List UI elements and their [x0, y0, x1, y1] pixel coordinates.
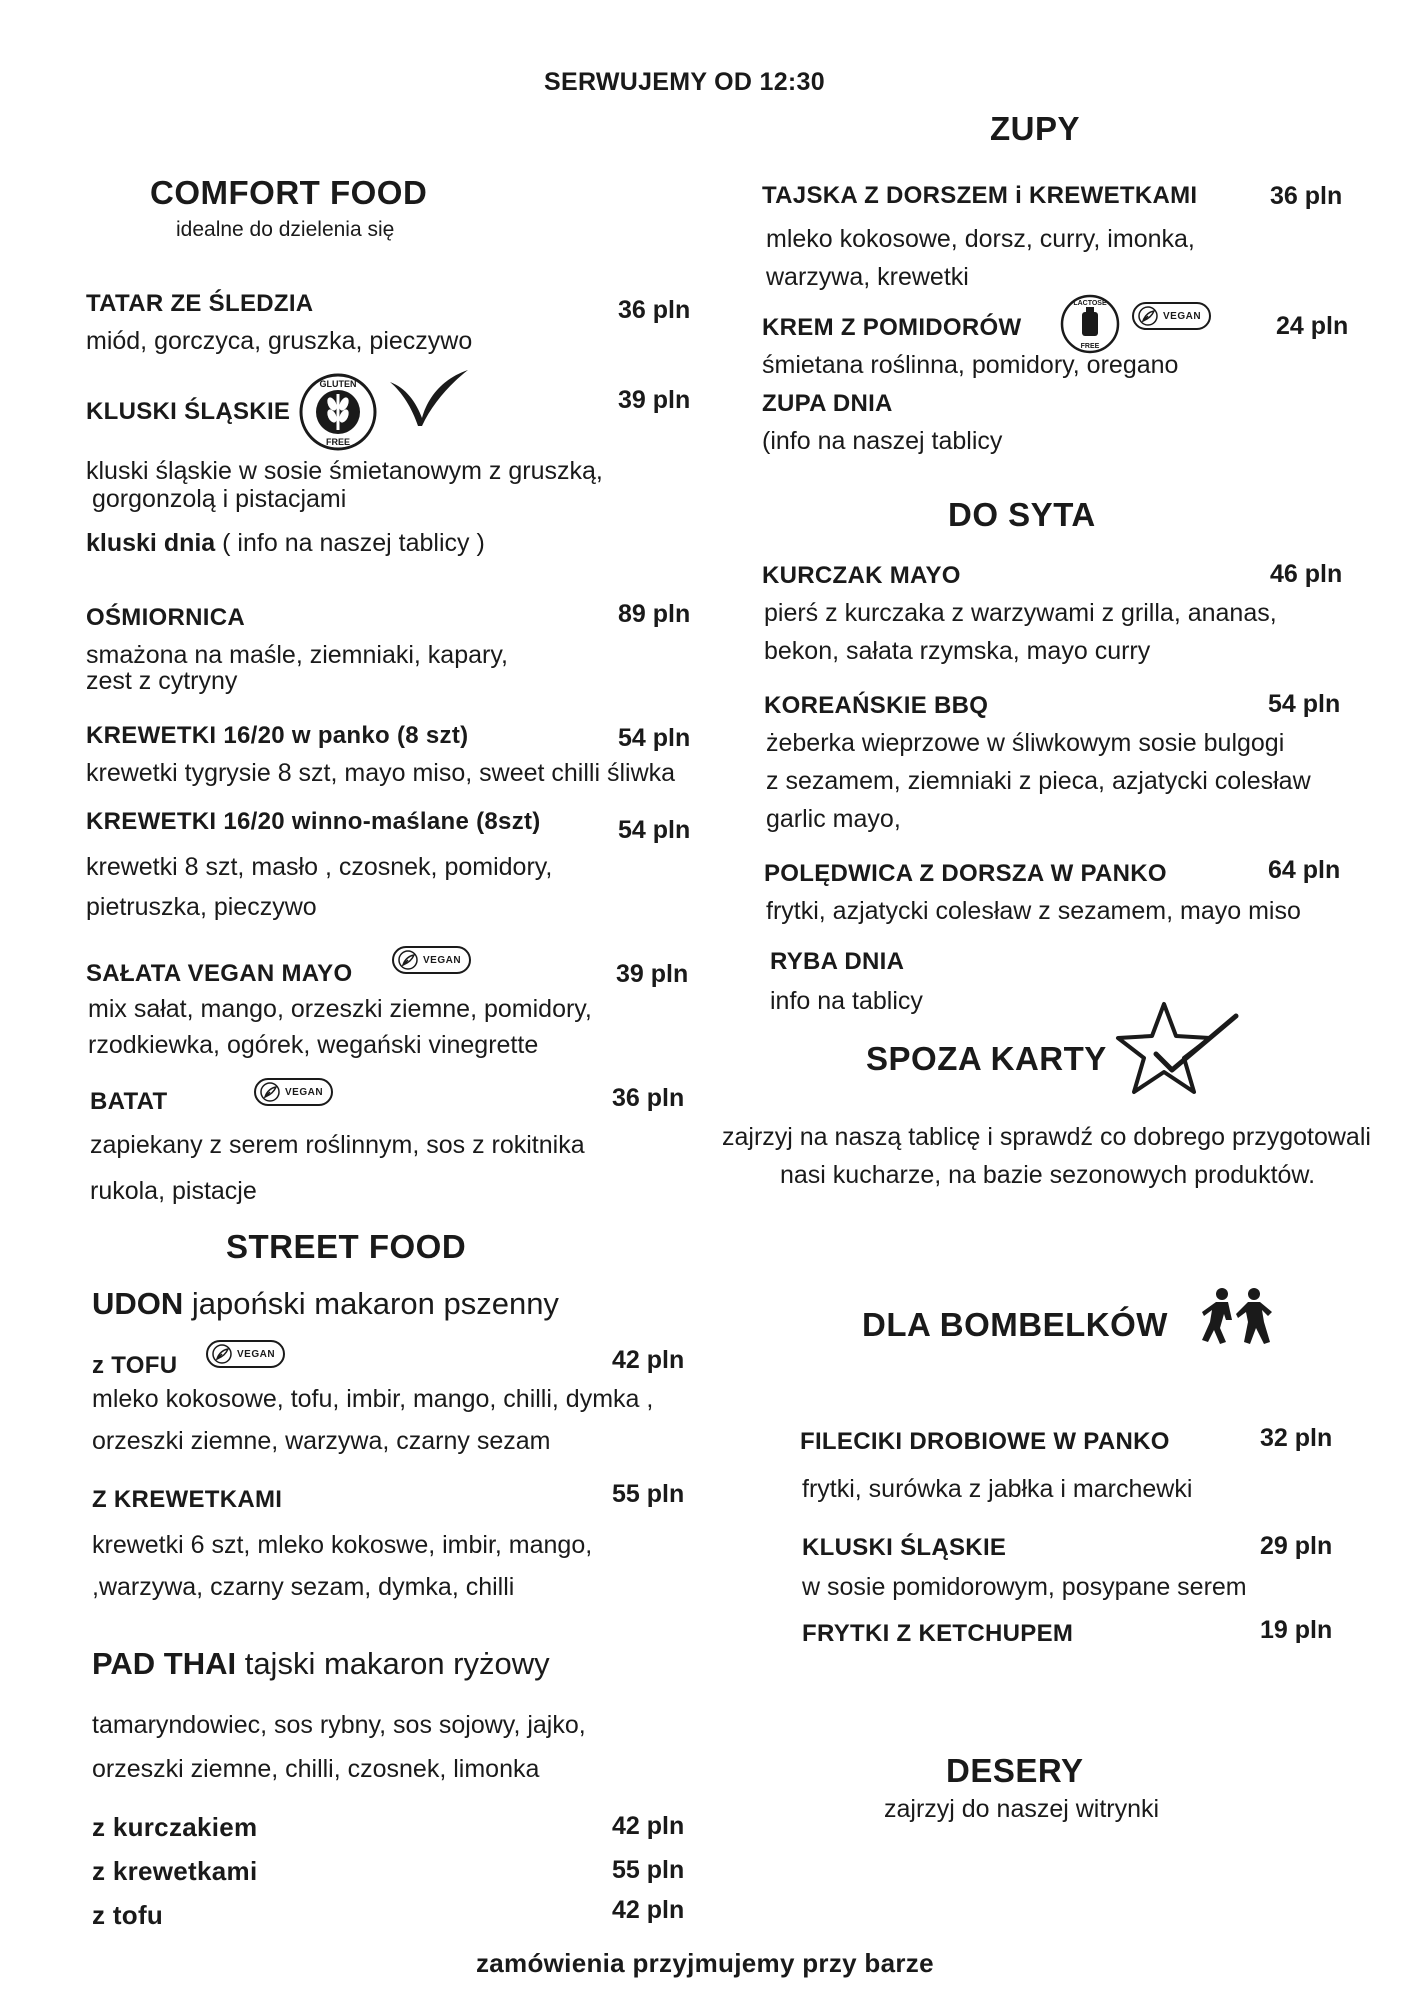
- krem-price: 24 pln: [1276, 312, 1349, 340]
- kluski-desc-2: gorgonzolą i pistacjami: [92, 485, 347, 513]
- tajska-price: 36 pln: [1270, 182, 1343, 210]
- fileciki-desc: frytki, surówka z jabłka i marchewki: [802, 1475, 1193, 1503]
- ryba-dnia-name: RYBA DNIA: [770, 948, 905, 975]
- padthai-bold: PAD THAI: [92, 1646, 237, 1681]
- frytki-name: FRYTKI Z KETCHUPEM: [802, 1620, 1074, 1647]
- footer-note: zamówienia przyjmujemy przy barze: [476, 1948, 934, 1978]
- salata-name: SAŁATA VEGAN MAYO: [86, 960, 353, 987]
- kurczak-desc-1: pierś z kurczaka z warzywami z grilla, ananas,: [764, 599, 1277, 627]
- padthai-option-name: z krewetkami: [92, 1856, 258, 1886]
- fileciki-price: 32 pln: [1260, 1424, 1333, 1452]
- udon-heading: [92, 1286, 559, 1322]
- serving-hours: SERWUJEMY OD 12:30: [544, 68, 825, 96]
- tatar-desc: miód, gorczyca, gruszka, pieczywo: [86, 327, 473, 355]
- comfort-food-title: COMFORT FOOD: [150, 174, 428, 211]
- udon-krewetki-desc-2: ,warzywa, czarny sezam, dymka, chilli: [92, 1573, 515, 1601]
- desery-title: DESERY: [946, 1752, 1084, 1789]
- bbq-desc-2: z sezamem, ziemniaki z pieca, azjatycki colesław: [766, 767, 1311, 795]
- bbq-desc-3: garlic mayo,: [766, 805, 901, 833]
- tajska-desc-2: warzywa, krewetki: [766, 263, 969, 291]
- udon-tofu-desc-1: mleko kokosowe, tofu, imbir, mango, chilli, dymka ,: [92, 1385, 654, 1413]
- krewetki-winno-price: 54 pln: [618, 816, 691, 844]
- padthai-option-price: 42 pln: [612, 1812, 685, 1840]
- kurczak-desc-2: bekon, sałata rzymska, mayo curry: [764, 637, 1151, 665]
- padthai-option-price: 55 pln: [612, 1856, 685, 1884]
- lactose-badge-top: LACTOSE: [1073, 300, 1107, 307]
- vegan-badge-label: VEGAN: [237, 1348, 276, 1360]
- krem-name: KREM Z POMIDORÓW: [762, 314, 1022, 341]
- vegan-badge-label: VEGAN: [423, 954, 462, 966]
- kluski-price: 39 pln: [618, 386, 691, 414]
- kluski-dnia-info: ( info na naszej tablicy ): [215, 529, 485, 557]
- gluten-free-icon: [298, 372, 378, 457]
- kluski-kids-price: 29 pln: [1260, 1532, 1333, 1560]
- street-food-title: STREET FOOD: [226, 1228, 467, 1265]
- udon-krewetki-price: 55 pln: [612, 1480, 685, 1508]
- padthai-desc-2: orzeszki ziemne, chilli, czosnek, limonka: [92, 1755, 540, 1783]
- krewetki-winno-desc-2: pietruszka, pieczywo: [86, 893, 317, 921]
- kluski-name: KLUSKI ŚLĄSKIE: [86, 398, 291, 425]
- kluski-dnia-bold: kluski dnia: [86, 529, 216, 557]
- dorsz-price: 64 pln: [1268, 856, 1341, 884]
- krewetki-panko-desc: krewetki tygrysie 8 szt, mayo miso, sweet chilli śliwka: [86, 759, 676, 787]
- vegan-leaf-icon: [1137, 306, 1159, 326]
- batat-name: BATAT: [90, 1088, 168, 1115]
- zupa-dnia-desc: (info na naszej tablicy: [762, 427, 1003, 455]
- vegan-leaf-icon: [397, 950, 419, 970]
- frytki-price: 19 pln: [1260, 1616, 1333, 1644]
- spoza-karty-title: SPOZA KARTY: [866, 1040, 1107, 1077]
- tatar-price: 36 pln: [618, 296, 691, 324]
- kurczak-price: 46 pln: [1270, 560, 1343, 588]
- dorsz-desc: frytki, azjatycki colesław z sezamem, mayo miso: [766, 897, 1301, 925]
- tajska-name: TAJSKA Z DORSZEM i KREWETKAMI: [762, 182, 1198, 209]
- osmiornica-desc-2: zest z cytryny: [86, 667, 238, 695]
- vegan-badge: [254, 1078, 333, 1106]
- ryba-dnia-desc: info na tablicy: [770, 987, 923, 1015]
- udon-subtitle: japoński makaron pszenny: [183, 1286, 559, 1321]
- vegan-badge-label: VEGAN: [285, 1086, 324, 1098]
- padthai-option-name: z tofu: [92, 1900, 164, 1930]
- padthai-option-name: z kurczakiem: [92, 1812, 258, 1842]
- zupy-title: ZUPY: [990, 110, 1081, 147]
- spoza-karty-desc-2: nasi kucharze, na bazie sezonowych produktów.: [780, 1161, 1316, 1189]
- osmiornica-desc-1: smażona na maśle, ziemniaki, kapary,: [86, 641, 508, 669]
- dorsz-name: POLĘDWICA Z DORSZA W PANKO: [764, 860, 1167, 887]
- vegan-leaf-icon: [211, 1344, 233, 1364]
- krewetki-panko-name: KREWETKI 16/20 w panko (8 szt): [86, 722, 469, 749]
- bbq-price: 54 pln: [1268, 690, 1341, 718]
- batat-desc-2: rukola, pistacje: [90, 1177, 257, 1205]
- krem-desc: śmietana roślinna, pomidory, oregano: [762, 351, 1179, 379]
- desery-desc: zajrzyj do naszej witrynki: [884, 1795, 1160, 1823]
- udon-krewetki-name: Z KREWETKAMI: [92, 1486, 283, 1513]
- osmiornica-price: 89 pln: [618, 600, 691, 628]
- vegan-badge: [1132, 302, 1211, 330]
- lactose-badge-bottom: FREE: [1080, 343, 1100, 350]
- padthai-subtitle: tajski makaron ryżowy: [236, 1646, 550, 1681]
- krewetki-panko-price: 54 pln: [618, 724, 691, 752]
- do-syta-title: DO SYTA: [948, 496, 1096, 533]
- children-icon: [1202, 1286, 1274, 1351]
- kluski-dnia: [86, 530, 485, 556]
- udon-tofu-desc-2: orzeszki ziemne, warzywa, czarny sezam: [92, 1427, 551, 1455]
- vegan-leaf-icon: [259, 1082, 281, 1102]
- kluski-kids-desc: w sosie pomidorowym, posypane serem: [802, 1573, 1247, 1601]
- kluski-desc-1: kluski śląskie w sosie śmietanowym z gruszką,: [86, 457, 603, 485]
- padthai-option-price: 42 pln: [612, 1896, 685, 1924]
- zupa-dnia-name: ZUPA DNIA: [762, 390, 893, 417]
- vegan-badge-label: VEGAN: [1163, 310, 1202, 322]
- osmiornica-name: OŚMIORNICA: [86, 604, 245, 631]
- vegan-badge: [392, 946, 471, 974]
- lactose-free-icon: [1060, 294, 1120, 359]
- udon-tofu-price: 42 pln: [612, 1346, 685, 1374]
- bbq-name: KOREAŃSKIE BBQ: [764, 692, 989, 719]
- kluski-kids-name: KLUSKI ŚLĄSKIE: [802, 1534, 1007, 1561]
- leaf-icon: [388, 368, 472, 435]
- batat-price: 36 pln: [612, 1084, 685, 1112]
- spoza-karty-desc-1: zajrzyj na naszą tablicę i sprawdź co dobrego przygotowali: [722, 1123, 1371, 1151]
- kurczak-name: KURCZAK MAYO: [762, 562, 961, 589]
- padthai-desc-1: tamaryndowiec, sos rybny, sos sojowy, jajko,: [92, 1711, 586, 1739]
- gluten-badge-top: GLUTEN: [319, 379, 357, 389]
- salata-desc-1: mix sałat, mango, orzeszki ziemne, pomidory,: [88, 995, 592, 1023]
- tatar-name: TATAR ZE ŚLEDZIA: [86, 290, 314, 317]
- star-check-icon: [1112, 1000, 1242, 1105]
- krewetki-winno-desc-1: krewetki 8 szt, masło , czosnek, pomidory,: [86, 853, 553, 881]
- salata-desc-2: rzodkiewka, ogórek, wegański vinegrette: [88, 1031, 539, 1059]
- batat-desc-1: zapiekany z serem roślinnym, sos z rokitnika: [90, 1131, 585, 1159]
- salata-price: 39 pln: [616, 960, 689, 988]
- padthai-heading: [92, 1646, 550, 1682]
- fileciki-name: FILECIKI DROBIOWE W PANKO: [800, 1428, 1170, 1455]
- krewetki-winno-name: KREWETKI 16/20 winno-maślane (8szt): [86, 808, 541, 835]
- udon-tofu-name: z TOFU: [92, 1352, 178, 1379]
- vegan-badge: [206, 1340, 285, 1368]
- tajska-desc-1: mleko kokosowe, dorsz, curry, imonka,: [766, 225, 1195, 253]
- gluten-badge-bottom: FREE: [325, 437, 351, 447]
- comfort-food-subtitle: idealne do dzielenia się: [176, 218, 395, 241]
- bombelki-title: DLA BOMBELKÓW: [862, 1306, 1168, 1343]
- udon-krewetki-desc-1: krewetki 6 szt, mleko kokoswe, imbir, mango,: [92, 1531, 593, 1559]
- udon-bold: UDON: [92, 1286, 184, 1321]
- bbq-desc-1: żeberka wieprzowe w śliwkowym sosie bulgogi: [766, 729, 1285, 757]
